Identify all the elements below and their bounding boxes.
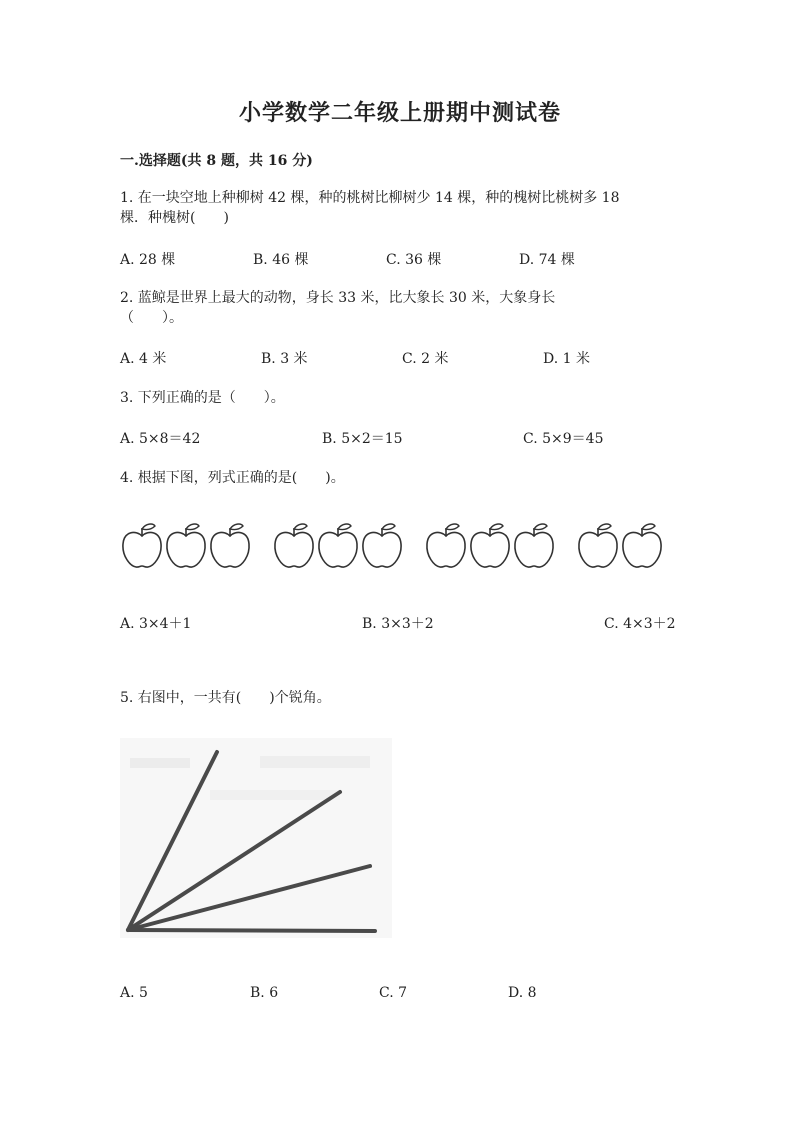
q1-option-c: C. 36 棵 [386,252,442,268]
page-title: 小学数学二年级上册期中测试卷 [238,100,561,126]
apple-icon [579,524,617,567]
apple-icon [275,524,313,567]
question-1-line2: 棵．种槐树( ) [120,210,229,226]
scan-artifact [210,790,340,800]
apple-icon [319,524,357,567]
apple-icon [515,524,553,567]
question-4-text: 4. 根据下图，列式正确的是( )。 [120,470,345,486]
q2-option-d: D. 1 米 [543,351,590,367]
apple-icon [363,524,401,567]
q5-option-b: B. 6 [250,985,279,1001]
question-3-text: 3. 下列正确的是（ ）。 [120,390,285,406]
q4-option-b: B. 3×3＋2 [362,616,434,632]
apple-icon [623,524,661,567]
question-1-text [120,188,620,228]
apple-icon [211,524,249,567]
apple-icon [471,524,509,567]
apple-figure-svg [120,518,700,574]
apple-icon [167,524,205,567]
q5-option-d: D. 8 [508,985,537,1001]
scan-artifact [260,756,370,768]
section-heading: 一.选择题(共 8 题，共 16 分) [120,153,313,169]
q5-option-c: C. 7 [379,985,408,1001]
question-2-text [120,288,555,328]
apple-icon [123,524,161,567]
apple-icon [427,524,465,567]
question-1-line1: 1. 在一块空地上种柳树 42 棵，种的桃树比柳树少 14 棵，种的槐树比桃树多 18 [120,190,620,206]
q1-option-b: B. 46 棵 [253,252,309,268]
q2-option-c: C. 2 米 [402,351,449,367]
apple-figure [120,518,700,578]
q3-option-c: C. 5×9＝45 [523,431,604,447]
q5-option-a: A. 5 [120,985,148,1001]
q4-option-a: A. 3×4＋1 [120,616,192,632]
scan-artifact [130,758,190,768]
angle-figure-svg [120,738,400,943]
q3-option-a: A. 5×8＝42 [120,431,201,447]
q2-option-a: A. 4 米 [120,351,167,367]
q1-option-d: D. 74 棵 [519,252,575,268]
q2-option-b: B. 3 米 [261,351,308,367]
question-2-line2: （ ）。 [120,310,183,326]
q4-option-c: C. 4×3＋2 [604,616,676,632]
question-2-line1: 2. 蓝鲸是世界上最大的动物，身长 33 米，比大象长 30 米，大象身长 [120,290,556,306]
ray-4 [128,930,375,931]
q1-option-a: A. 28 棵 [120,252,176,268]
angle-figure [120,738,400,947]
q3-option-b: B. 5×2＝15 [322,431,403,447]
question-5-text: 5. 右图中，一共有( )个锐角。 [120,690,331,706]
